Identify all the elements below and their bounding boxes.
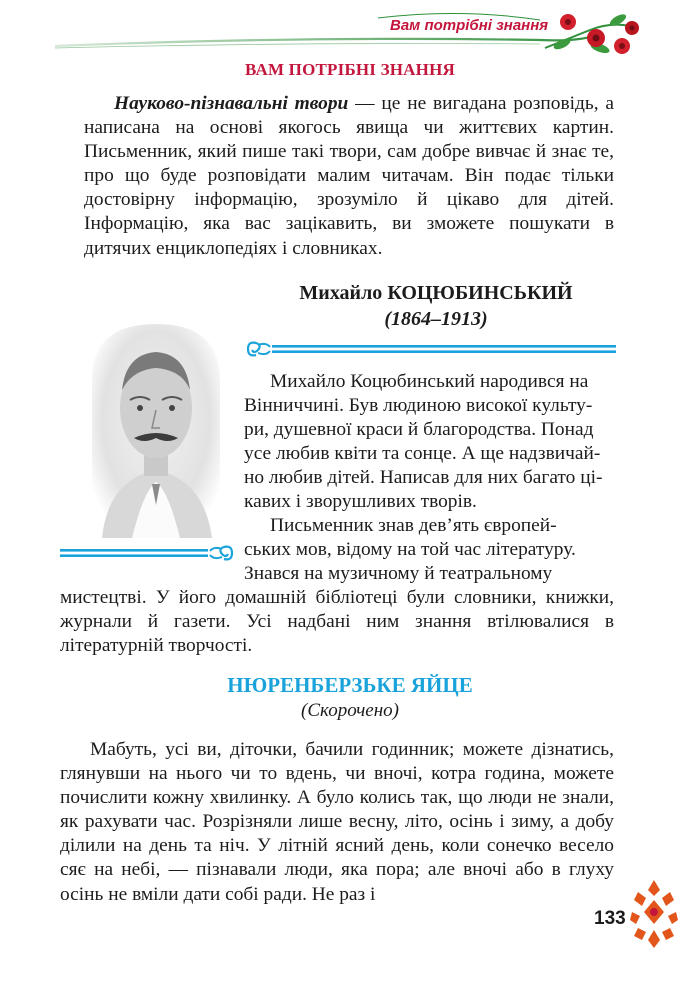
flower-ornament-icon <box>540 8 650 64</box>
author-last-name: КОЦЮБИНСЬКИЙ <box>387 282 573 304</box>
top-divider-ornament-icon <box>244 338 616 360</box>
story-paragraph: Мабуть, усі ви, діточки, бачили годинник; можете дізнатись, глянувши на нього чи то вдень, чи вночі, котра година, можете почислити кожну хвилинку. А було колись так, що люди не знали, як рахувати час. Розрізняли лише весну, літо, осінь і зиму, а добу ділили на день та ніч. У літній ясний день, коли сонечко весело сяє на небі, — пізнавали люди, яка пора; але вночі або в глуху осінь не вміли дати собі ради. Не раз і <box>60 739 614 905</box>
bio-line: кавих і зворушливих творів. <box>244 491 477 512</box>
definition-term: Науково-пізнавальні твори <box>114 93 349 114</box>
page-number: 133 <box>594 908 626 929</box>
corner-ornament-icon <box>628 878 680 950</box>
definition-text: — це не вигадана розповідь, а написана на основі якогось явища чи життєвих картин. Письменник, який пише такі твори, сам добре вивчає й знає те, про що буде розповідати малим читачам. Він подає тільки достовірну інформацію, зрозуміло й цікаво для дітей. Інформацію, яка вас зацікавить, ви зможете пошукати в дитячих енциклопедіях і словниках. <box>84 93 615 259</box>
running-title: Вам потрібні знання <box>390 17 549 34</box>
bio-paragraph-2-rest: мистецтві. У його домашній бібліотеці були словники, книжки, журнали й газети. Усі надбані ним знання втілювалися в літературній творчості. <box>60 587 614 657</box>
definition-paragraph <box>84 92 614 261</box>
bio-line: Вінниччині. Був людиною високої культу- <box>244 395 593 416</box>
bottom-divider-ornament-icon <box>60 542 236 564</box>
bio-line: Знався на музичному й театральному <box>244 563 553 584</box>
section-heading: ВАМ ПОТРІБНІ ЗНАННЯ <box>245 60 455 79</box>
bio-line: но любив дітей. Написав для них багато ці- <box>244 467 603 488</box>
author-name <box>256 282 616 305</box>
story-title: НЮРЕНБЕРЗЬКЕ ЯЙЦЕ <box>227 673 473 697</box>
bio-line: Письменник знав дев’ять європей- <box>270 515 557 536</box>
author-first-name: Михайло <box>299 282 383 304</box>
author-portrait <box>72 320 240 538</box>
author-years: (1864–1913) <box>384 308 488 330</box>
story-subtitle: (Скорочено) <box>301 700 399 721</box>
bio-line: ри, душевної краси й благородства. Понад <box>244 419 594 440</box>
bio-line: усе любив квіти та сонце. А ще надзвичай- <box>244 443 601 464</box>
bio-line: ських мов, відому на той час літературу. <box>244 539 576 560</box>
bio-line: Михайло Коцюбинський народився на <box>270 371 589 392</box>
